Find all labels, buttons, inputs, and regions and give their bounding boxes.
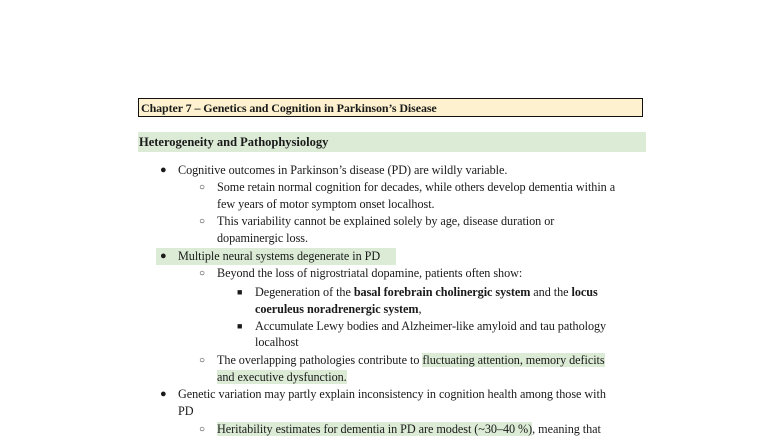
list-item-text: Some retain normal cognition for decades, while others develop dementia within a — [217, 180, 616, 194]
section-heading: Heterogeneity and Pathophysiology — [138, 132, 646, 152]
chapter-title: Chapter 7 – Genetics and Cognition in Parkinson’s Disease — [138, 98, 643, 117]
list-item-text: The overlapping pathologies contribute to fluctuating attention, memory deficits — [217, 353, 605, 367]
list-item-text: localhost — [255, 335, 299, 349]
list-item-text: and executive dysfunction. — [217, 370, 347, 384]
list-item-text: Degeneration of the basal forebrain cholinergic system and the locus — [255, 285, 598, 299]
list-item-text: Heritability estimates for dementia in PD are modest (~30–40 %), meaning that — [217, 422, 601, 436]
sub-bullet-marker: ○ — [199, 424, 206, 435]
bullet-marker: ● — [160, 388, 167, 400]
sub-bullet-marker: ○ — [199, 268, 206, 279]
bullet-marker: ● — [160, 250, 167, 262]
list-item-text: Accumulate Lewy bodies and Alzheimer-like amyloid and tau pathology — [255, 319, 607, 333]
list-item-text: few years of motor symptom onset localhost. — [217, 197, 435, 211]
list-item-text: Cognitive outcomes in Parkinson’s disease (PD) are wildly variable. — [178, 163, 508, 177]
sub-sub-bullet-marker: ■ — [237, 321, 243, 331]
sub-bullet-marker: ○ — [199, 355, 206, 366]
bullet-marker: ● — [160, 164, 167, 176]
sub-sub-bullet-marker: ■ — [237, 287, 243, 297]
sub-bullet-marker: ○ — [199, 216, 206, 227]
list-item-text: Multiple neural systems degenerate in PD — [178, 249, 381, 263]
list-item-text: Beyond the loss of nigrostriatal dopamine, patients often show: — [217, 266, 523, 280]
list-item-text: This variability cannot be explained solely by age, disease duration or — [217, 214, 555, 228]
list-item-text: Genetic variation may partly explain inconsistency in cognition health among those with — [178, 387, 606, 401]
sub-bullet-marker: ○ — [199, 182, 206, 193]
list-item-text: dopaminergic loss. — [217, 231, 308, 245]
list-item-text: coeruleus noradrenergic system, — [255, 302, 422, 316]
list-item-text: PD — [178, 404, 194, 418]
